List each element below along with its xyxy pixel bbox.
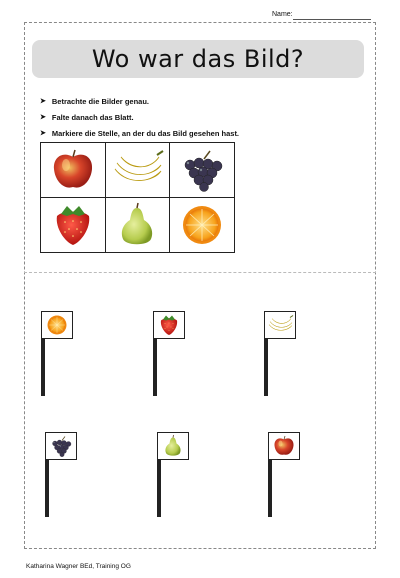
apple-icon (45, 147, 101, 193)
footer-credit: Katharina Wagner BEd, Training OG (26, 563, 131, 570)
arrow-icon: ➤ (40, 114, 46, 121)
answer-grid (268, 460, 272, 517)
answer-cell[interactable] (267, 368, 268, 396)
grid-cell (170, 143, 235, 198)
grid-cell (41, 143, 106, 198)
strawberry-icon (155, 313, 183, 337)
arrow-icon: ➤ (40, 98, 46, 105)
answer-cell[interactable] (44, 340, 45, 368)
pear-icon (109, 202, 165, 248)
answer-cell[interactable] (160, 461, 161, 489)
pear-icon (159, 434, 187, 458)
grapes-icon (174, 147, 230, 193)
grapes-icon (47, 434, 75, 458)
grid-cell (170, 198, 235, 253)
arrow-icon: ➤ (40, 130, 46, 137)
answer-grid (41, 339, 45, 396)
orange-icon (174, 202, 230, 248)
answer-grid (157, 460, 161, 517)
quiz-image (157, 432, 189, 460)
grid-cell (105, 143, 170, 198)
answer-cell[interactable] (271, 489, 272, 517)
instructions (40, 93, 239, 141)
quiz-image (41, 311, 73, 339)
quiz-image (268, 432, 300, 460)
answer-cell[interactable] (156, 340, 157, 368)
instruction-item: ➤ Betrachte die Bilder genau. (40, 96, 149, 106)
grid-cell (41, 198, 106, 253)
answer-grid (153, 339, 157, 396)
quiz-image (45, 432, 77, 460)
name-label: Name: (272, 11, 293, 18)
picture-grid (40, 142, 235, 253)
answer-grid (264, 339, 268, 396)
bananas-icon (266, 313, 294, 337)
page-title: Wo war das Bild? (32, 40, 364, 78)
answer-cell[interactable] (48, 489, 49, 517)
answer-grid (45, 460, 49, 517)
answer-cell[interactable] (271, 461, 272, 489)
answer-cell[interactable] (267, 340, 268, 368)
instruction-item: ➤ Markiere die Stelle, an der du das Bild gesehen hast. (40, 128, 240, 138)
quiz-image (264, 311, 296, 339)
orange-icon (43, 313, 71, 337)
fold-line (24, 272, 376, 273)
answer-cell[interactable] (44, 368, 45, 396)
answer-cell[interactable] (160, 489, 161, 517)
instruction-item: ➤ Falte danach das Blatt. (40, 112, 134, 122)
strawberry-icon (45, 202, 101, 248)
grid-cell (105, 198, 170, 253)
apple-icon (270, 434, 298, 458)
bananas-icon (109, 147, 165, 193)
answer-cell[interactable] (48, 461, 49, 489)
quiz-image (153, 311, 185, 339)
answer-cell[interactable] (156, 368, 157, 396)
name-field[interactable] (293, 19, 371, 20)
